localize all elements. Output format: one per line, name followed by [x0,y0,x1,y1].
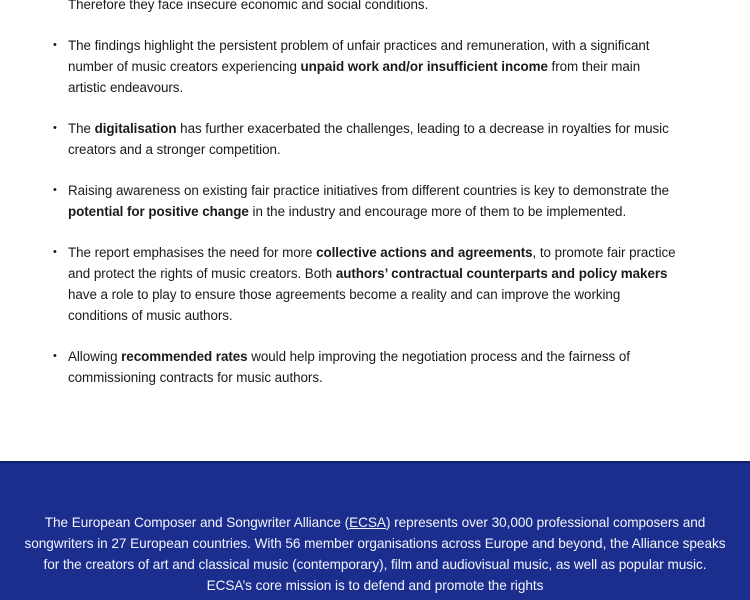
body-text: The [68,121,95,136]
footer-text: The European Composer and Songwriter Alliance ( [44,515,350,530]
body-text: in the industry and encourage more of them to be implemented. [248,204,627,219]
emphasis-text: collective actions and agreements [316,245,533,260]
body-text: would help improving the negotiation process and the fairness of commissioning contracts for music authors. [68,349,630,385]
bullet-list-item [53,118,678,160]
body-text: has further exacerbated the challenges, leading to a decrease in royalties for music creators and a stronger competition. [68,121,669,157]
bullet-list-item [53,180,678,222]
body-text: The findings highlight the persistent problem of unfair practices and remuneration, with a significant number of music creators experiencing [68,38,650,74]
footer-about-text [22,512,728,596]
emphasis-text: unpaid work and/or insufficient income [300,59,548,74]
banner-top-rule [0,461,750,463]
paragraph [53,0,678,15]
body-text: Therefore they face insecure economic and social conditions. [68,0,429,12]
body-text: from their main artistic endeavours. [68,59,641,95]
body-text: , to promote fair practice and protect the rights of music creators. Both [68,245,676,281]
bullet-list-item [53,242,678,326]
emphasis-text: digitalisation [94,121,177,136]
footer-text: ) represents over 30,000 professional composers and songwriters in 27 European countries. With 56 member organisations across Europe and beyond, the Alliance speaks for the creators of art and classical music (contemporary), film and audiovisual music, as well as popular music. ECSA’s core mission is to defend and promote the rights [24,515,726,593]
body-text: Raising awareness on existing fair practice initiatives from different countries is key to demonstrate the [68,183,670,198]
emphasis-text: authors’ contractual counterparts and policy makers [335,266,668,281]
bullet-list-item [53,35,678,98]
emphasis-text: recommended rates [121,349,248,364]
bullet-list-item [53,346,678,388]
body-text: have a role to play to ensure those agreements become a reality and can improve the working conditions of music authors. [68,287,621,323]
emphasis-text: potential for positive change [68,204,249,219]
bullet-list [53,0,678,408]
footer-banner [0,461,750,600]
body-text: The report emphasises the need for more [68,245,317,260]
body-text: Allowing [68,349,122,364]
ecsa-link[interactable]: ECSA [349,515,386,530]
